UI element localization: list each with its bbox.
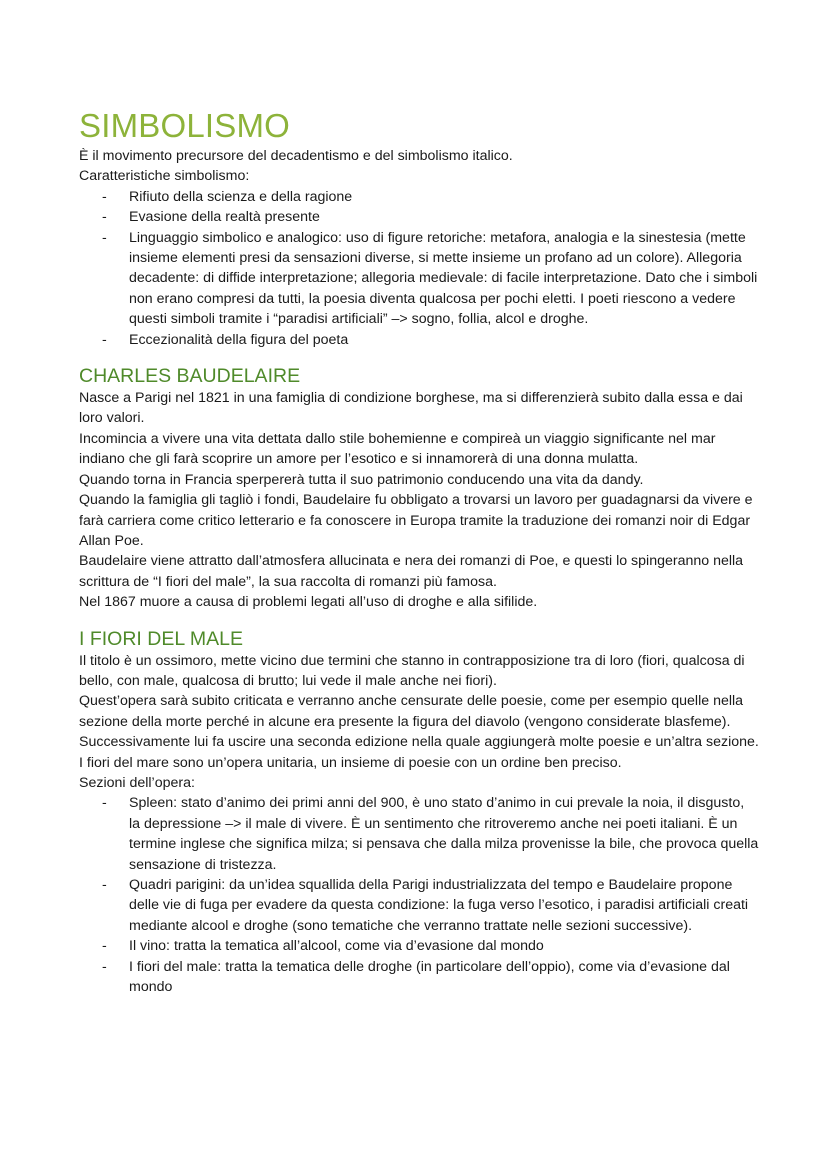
list-item	[79, 207, 759, 227]
baudelaire-paragraph: Quando torna in Francia sperpererà tutta il suo patrimonio conducendo una vita da dandy.	[79, 471, 644, 488]
sections-list	[79, 793, 759, 997]
characteristics-label: Caratteristiche simbolismo:	[79, 168, 250, 185]
bullet-dash: -	[102, 938, 107, 955]
intro-paragraph: È il movimento precursore del decadentismo e del simbolismo italico.	[79, 148, 513, 164]
sections-label: Sezioni dell’opera:	[79, 774, 195, 791]
baudelaire-paragraph: Nel 1867 muore a causa di problemi legati all’uso di droghe e alla sifilide.	[79, 594, 538, 611]
baudelaire-paragraph: Nasce a Parigi nel 1821 in una famiglia di condizione borghese, ma si differenzierà subito dalla essa e dai loro valori.	[79, 390, 743, 427]
list-item-text: Il vino: tratta la tematica all’alcool, come via d’evasione dal mondo	[129, 938, 544, 955]
list-item	[79, 187, 759, 207]
fiori-paragraph: Il titolo è un ossimoro, mette vicino due termini che stanno in contrapposizione tra di loro (fiori, qualcosa di bello, con male, qualcosa di brutto; lui vede il male anche nei fiori).	[79, 652, 745, 689]
bullet-dash: -	[102, 229, 107, 246]
fiori-paragraph: I fiori del mare sono un’opera unitaria, un insieme di poesie con un ordine ben preciso.	[79, 754, 622, 771]
list-item-text: Eccezionalità della figura del poeta	[129, 331, 349, 348]
bullet-dash: -	[102, 331, 107, 348]
list-item-text: Rifiuto della scienza e della ragione	[129, 188, 353, 205]
list-item	[79, 228, 759, 330]
list-item	[79, 330, 759, 350]
bullet-dash: -	[102, 209, 107, 226]
list-item	[79, 793, 759, 875]
page-title: SIMBOLISMO	[79, 107, 291, 144]
bullet-dash: -	[102, 958, 107, 975]
list-item	[79, 957, 759, 998]
bullet-dash: -	[102, 795, 107, 812]
bullet-dash: -	[102, 877, 107, 893]
bullet-dash: -	[102, 188, 107, 205]
list-item-text: Quadri parigini: da un’idea squallida della Parigi industrializzata del tempo e Baudelaire propone delle vie di fuga per evadere da questa condizione: la fuga verso l’esotico, i paradisi artificiali creati mediante alcool e droghe (sono tematiche che verranno trattate nelle sezioni successive).	[129, 877, 749, 934]
baudelaire-paragraph: Incomincia a vivere una vita dettata dallo stile bohemienne e compireà un viaggio significante nel mar indiano che gli farà scoprire un amore per l’esotico e si innamorerà di una donna mulatta.	[79, 430, 716, 468]
fiori-paragraph: Quest’opera sarà subito criticata e verranno anche censurate delle poesie, come per esempio quelle nella sezione della morte perché in alcune era presente la figura del diavolo (vengono considerate blasfeme). Successivamente lui fa uscire una seconda edizione nella quale aggiungerà molte poesie e un’altra sezione.	[79, 693, 759, 751]
baudelaire-paragraph: Baudelaire viene attratto dall’atmosfera allucinata e nera dei romanzi di Poe, e questi lo spingeranno nella scrittura de “I fiori del male”, la sua raccolta di romanzi più famosa.	[79, 553, 744, 590]
list-item-text: I fiori del male: tratta la tematica delle droghe (in particolare dell’oppio), come via d’evasione dal mondo	[129, 958, 730, 996]
list-item-text: Linguaggio simbolico e analogico: uso di figure retoriche: metafora, analogia e la sinestesia (mette insieme elementi presi da sensazioni diverse, si mette insieme un profano ad un colore). Allegoria decadente: di diffide interpretazione; allegoria medievale: di facile interpretazione. Dato che i simboli non erano compresi da tutti, la poesia diventa qualcosa per pochi eletti. I poeti riescono a vedere questi simboli tramite i “paradisi artificiali” –> sogno, follia, alcol e droghe.	[129, 229, 758, 328]
baudelaire-paragraph: Quando la famiglia gli tagliò i fondi, Baudelaire fu obbligato a trovarsi un lavoro per guadagnarsi da vivere e farà carriera come critico letterario e fa conoscere in Europa tramite la traduzione dei romanzi noir di Edgar Allan Poe.	[79, 492, 753, 549]
list-item-text: Spleen: stato d’animo dei primi anni del 900, è uno stato d’animo in cui prevale la noia, il disgusto, la depressione –> il male di vivere. È un sentimento che ritroveremo anche nei poeti italiani. È un termine inglese che significa milza; si pensava che dalla milza provenisse la bile, che provoca quella sensazione di tristezza.	[129, 795, 759, 873]
fiori-heading: I FIORI DEL MALE	[79, 627, 243, 650]
list-item-text: Evasione della realtà presente	[129, 209, 320, 226]
list-item	[79, 875, 759, 936]
document-content	[79, 106, 759, 997]
list-item	[79, 936, 759, 956]
baudelaire-heading: CHARLES BAUDELAIRE	[79, 365, 301, 388]
characteristics-list	[79, 187, 759, 350]
